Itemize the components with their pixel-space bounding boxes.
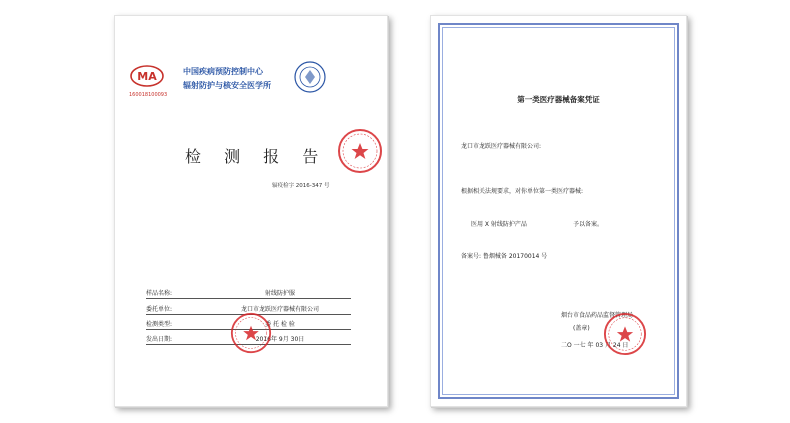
field-value: 委 托 检 验 (265, 321, 295, 328)
org-name-line2: 辐射防护与核安全医学所 (183, 81, 271, 90)
org-emblem-icon (293, 60, 327, 98)
field-row-sample (146, 286, 351, 299)
report-title: 检 测 报 告 (185, 147, 328, 166)
report-number: 辐疫检字 2016-347 号 (272, 183, 330, 189)
certificate-title: 第一类医疗器械备案凭证 (517, 95, 600, 104)
field-label: 样品名称: (146, 290, 173, 297)
ma-logo-text: MA (137, 70, 157, 83)
ma-code: 160018100093 (129, 92, 168, 98)
issuer-seal (603, 312, 647, 360)
field-value: 射线防护服 (264, 290, 295, 297)
issuer-name: 烟台市食品药品监督管理局 (561, 312, 634, 319)
field-value: 龙口市龙跃医疗器械有限公司 (240, 306, 319, 313)
body-text: 根据相关法规要求，对你单位第一类医疗器械: (461, 188, 584, 195)
cma-logo (130, 65, 164, 87)
company-name: 龙口市龙跃医疗器械有限公司: (461, 143, 542, 150)
registration-certificate-document (430, 15, 687, 407)
official-seal-bottom (230, 312, 272, 358)
issue-date: 二O 一七 年 03 月 24 日 (561, 342, 629, 349)
test-report-document (114, 15, 388, 407)
field-label: 委托单位: (146, 306, 173, 313)
org-name-line1: 中国疾病预防控制中心 (183, 67, 263, 76)
field-label: 检测类型: (146, 321, 173, 328)
field-label: 发出日期: (146, 336, 173, 343)
product-suffix: 予以备案。 (573, 221, 604, 228)
issuer-stamp-note: (盖章) (573, 325, 590, 332)
product-name: 医用 X 射线防护产品 (471, 221, 527, 228)
record-number: 备案号: 鲁烟械备 20170014 号 (461, 253, 548, 260)
field-value: 2016年 9月 30日 (255, 336, 305, 343)
official-seal-top (337, 128, 383, 178)
